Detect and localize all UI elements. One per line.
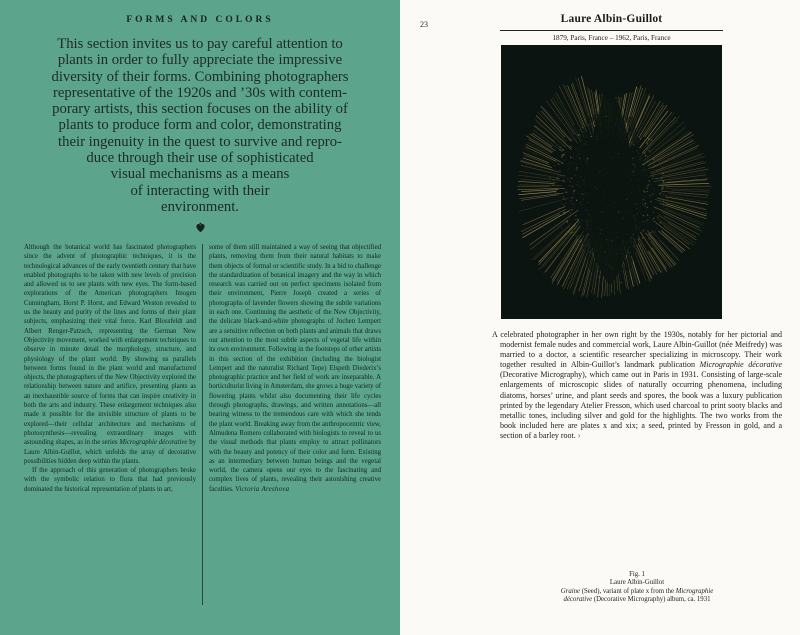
column-divider [202, 244, 203, 605]
section-intro: This section invites us to pay careful attention to plants in order to fully appreciate the impressive diversity of their forms. Combining photographers representative of the 1920s and ’30s with contem- porary artists, this section focuses on the ability of plants to produce form and color, demonstrating their ingenuity in the quest to survive and repro- duce through their use of sophisticated visual mechanisms as a means of interacting with their environment. [51, 36, 349, 215]
figure-label: Fig. 1 [629, 571, 645, 578]
seed-photograph [501, 45, 722, 319]
figure-title-line2: décorative (Decorative Micrography) album, ca. 1931 [563, 596, 711, 604]
artist-name: Laure Albin-Guillot [560, 13, 663, 25]
header-rule [500, 30, 723, 31]
essay-columns [24, 243, 382, 615]
right-page [400, 0, 800, 635]
continuation-arrow: › [577, 430, 581, 440]
essay-column-right: some of them still maintained a way of seeing that objectified plants, removing them from their natural habitats to make them objects of formal or scientific study. In a bid to challenge the standardization of botanical imagery and the way in which research was carried out on perfect specimens isolated from their environment, Pierre Joseph created a series of photographs of lavender flowers showing the subtle variations in each one. Continuing the aesthetic of the New Objectivity, the delicate black-and-white photographs of Jochen Lempert are a sensitive reflection on both plants and animals that draws our attention to the most subtle aspects of vegetal life within its own environment. Following in the footsteps of other artists in this section of the exhibition (including the biologist Lempert and the naturalist Richard Tepe) Elspeth Diederix’s photographic practice and her field of work are inseparable. A horticulturist living in Amsterdam, she grows a huge variety of flowering plants whilst also documenting their life cycles through photographs, drawings, and written annotations—all bearing witness to the tremendous care with which she tends the plant world. Breaking away from the anthropocentric view, Almudena Romero collaborated with biologists to reveal to us the visual methods that plants employ to attract pollinators with the beauty and potency of their color and form. Existing as an intermediary between human beings and the vegetal world, the camera opens our eyes to the fascinating and complex lives of plants, revealing their astonishing creative faculties. Victoria Areshova [209, 244, 381, 493]
seed-photo-art [501, 45, 722, 319]
page-number: 23 [420, 20, 428, 29]
floral-ornament-icon [0, 220, 400, 232]
figure-artist: Laure Albin-Guillot [609, 579, 665, 587]
section-header: FORMS AND COLORS [126, 15, 274, 25]
artist-bio-text [492, 330, 782, 441]
bio-paragraph: A celebrated photographer in her own right by the 1930s, notably for her pictorial and modernist female nudes and commercial work, Laure Albin-Guillot (née Meifredy) was married to a doctor, a scientific researcher specializing in microscopy. Their work together resulted in Albin-Guillot’s landmark publication Micrographie décorative (Decorative Micrography), which came out in Paris in 1931. Consisting of large-scale enlargements of microscopic slides of naturally occurring phenomena, including diatoms, horses’ urine, and plant seeds and spores, the book was a luxury publication printed by the legendary Atelier Fresson, which used charcoal to print sooty blacks and metallic tones, including silver and gold for the highlights. The two works from the book included here are plates x and xix; a seed, printed by Fresson in gold, and a section of a barley root. [492, 330, 782, 440]
artist-dates: 1879, Paris, France – 1962, Paris, France [552, 34, 671, 42]
figure-caption [492, 571, 782, 605]
essay-column-left: Although the botanical world has fascinated photographers since the advent of photographic techniques, it is the technological advances of the early twentieth century that have enabled photographs to be taken with new levels of precision and allowed us to see plants with new eyes. The form-based explorations of the American photographers Imogen Cunningham, Horst P. Horst, and Edward Weston revealed to us the beauty and purity of the lines and forms of their plant subjects, emphasizing their vital force. Karl Blossfeldt and Albert Renger-Patzsch, representing the German New Objectivity movement, worked with enlargement techniques to observe in minute detail the morphology, structure, and physiology of the plant world. By showing us parallels between forms found in the plant world and manufactured objects, the photographers of the New Objectivity explored the relationship between nature and artifice, presenting plants as an inexhaustible source of forms that can inspire creativity in both the arts and industry. These enlargement techniques also made it possible for the invisible structure of plants to be explored—their cellular architecture and mechanisms of photosynthesis—revealing extraordinary images with astounding shapes, as in the series Micrographie décorative by Laure Albin-Guillot, which unfolds the array of decorative possibilities hidden deep within the plants. If the approach of this generation of photographers broke with the symbolic relation to flora that had previously dominated the historical representation of plants in art, [24, 244, 196, 493]
figure-title-line1: Graine (Seed), variant of plate x from the Micrographie [560, 587, 714, 595]
